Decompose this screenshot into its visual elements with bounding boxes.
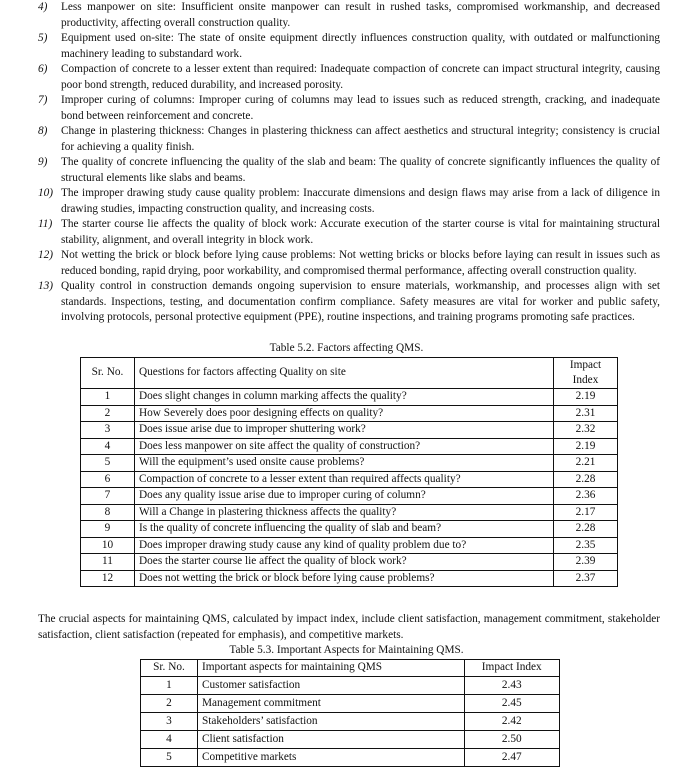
- table1-header-impact: [554, 358, 618, 389]
- table1-cell: 12: [81, 570, 135, 587]
- table2-row: [141, 731, 560, 749]
- list-item-number: 10): [38, 187, 54, 199]
- table2-cell: 2.45: [464, 695, 560, 713]
- table1-cell: 11: [81, 554, 135, 571]
- list-item: [0, 155, 693, 186]
- list-item-text: Improper curing of columns: Improper curing of columns may lead to issues such as reduced strength, cracking, and inadequate bond between reinforcement and concrete.: [61, 94, 660, 122]
- table1-row: [81, 471, 618, 488]
- list-item: [0, 31, 693, 62]
- table1-cell: Does less manpower on site affect the quality of construction?: [135, 438, 554, 455]
- table1-cell: 2.19: [554, 438, 618, 455]
- table2-cell: 4: [141, 731, 198, 749]
- list-item-text: Compaction of concrete to a lesser extent than required: Inadequate compaction of concrete can impact structural integrity, causing poor bond strength, reduced durability, and increased porosity.: [61, 63, 660, 91]
- table1-cell: Will a Change in plastering thickness affects the quality?: [135, 504, 554, 521]
- list-item-number: 8): [38, 125, 48, 137]
- table2-cell: 2.42: [464, 713, 560, 731]
- table1-cell: 5: [81, 455, 135, 472]
- table2-cell: 1: [141, 677, 198, 695]
- table1-cell: 2.35: [554, 537, 618, 554]
- table1-cell: 2.31: [554, 405, 618, 422]
- table1-header-srno: Sr. No.: [81, 358, 135, 389]
- table1-cell: 2.28: [554, 521, 618, 538]
- list-item-text: The quality of concrete influencing the quality of the slab and beam: The quality of concrete significantly influences the quality of structural elements like slabs and beams.: [61, 156, 660, 184]
- table1-cell: Does any quality issue arise due to improper curing of column?: [135, 488, 554, 505]
- table1-cell: 7: [81, 488, 135, 505]
- table1-cell: 3: [81, 422, 135, 439]
- table2-row: [141, 749, 560, 767]
- table1-cell: 2.17: [554, 504, 618, 521]
- table2-row: [141, 713, 560, 731]
- table1-header-impact-text: Impact Index: [569, 359, 602, 386]
- list-item-number: 11): [38, 218, 53, 230]
- table2-header-srno: Sr. No.: [141, 660, 198, 677]
- list-item-number: 5): [38, 32, 48, 44]
- list-item-number: 4): [38, 1, 48, 13]
- aspects-table: [140, 659, 560, 767]
- table2-cell: Management commitment: [198, 695, 465, 713]
- table1-row: [81, 438, 618, 455]
- table1-cell: 2.19: [554, 389, 618, 406]
- list-item-number: 9): [38, 156, 48, 168]
- table1-cell: Does slight changes in column marking affects the quality?: [135, 389, 554, 406]
- table1-cell: 10: [81, 537, 135, 554]
- table1-cell: Does improper drawing study cause any kind of quality problem due to?: [135, 537, 554, 554]
- factors-list: [0, 0, 693, 326]
- table2-cell: 2.50: [464, 731, 560, 749]
- table1-cell: 2.21: [554, 455, 618, 472]
- table2-row: [141, 677, 560, 695]
- table1-cell: 2.32: [554, 422, 618, 439]
- table1-row: [81, 537, 618, 554]
- list-item-number: 12): [38, 249, 54, 261]
- list-item-number: 7): [38, 94, 48, 106]
- list-item: [0, 217, 693, 248]
- table1-cell: 2.28: [554, 471, 618, 488]
- list-item-text: Equipment used on-site: The state of onsite equipment directly influences construction quality, with outdated or malfunctioning machinery leading to substandard work.: [61, 32, 660, 60]
- table1-row: [81, 504, 618, 521]
- table2-cell: 2: [141, 695, 198, 713]
- table1-cell: Does issue arise due to improper shuttering work?: [135, 422, 554, 439]
- table2-header-aspect: Important aspects for maintaining QMS: [198, 660, 465, 677]
- list-item-text: Quality control in construction demands ongoing supervision to ensure materials, workmanship, and processes align with set standards. Inspections, testing, and documentation confirm compliance. Safety measures are vital for worker and public safety, involving protocols, personal protective equipment (PPE), routine inspections, and training programs promoting safe practices.: [61, 280, 660, 323]
- table1-cell: 1: [81, 389, 135, 406]
- table1-cell: 6: [81, 471, 135, 488]
- table2-header-impact: Impact Index: [464, 660, 560, 677]
- table2-cell: 5: [141, 749, 198, 767]
- table2-cell: 2.43: [464, 677, 560, 695]
- list-item-text: Change in plastering thickness: Changes in plastering thickness can affect aesthetics and structural integrity; consistency is crucial for achieving a quality finish.: [61, 125, 660, 153]
- table1-cell: 9: [81, 521, 135, 538]
- table2-header-row: [141, 660, 560, 677]
- factors-table: [80, 357, 618, 587]
- table1-row: [81, 554, 618, 571]
- table1-cell: Will the equipment’s used onsite cause problems?: [135, 455, 554, 472]
- list-item-number: 13): [38, 280, 54, 292]
- table1-row: [81, 570, 618, 587]
- list-item: [0, 186, 693, 217]
- table1-cell: Compaction of concrete to a lesser extent than required affects quality?: [135, 471, 554, 488]
- table1-cell: 2.39: [554, 554, 618, 571]
- summary-paragraph: The crucial aspects for maintaining QMS, calculated by impact index, include client satisfaction, management commitment, stakeholder satisfaction, client satisfaction (repeated for emphasis), and competitive markets.: [38, 613, 660, 641]
- table1-row: [81, 422, 618, 439]
- list-item-text: Less manpower on site: Insufficient onsite manpower can result in rushed tasks, compromised workmanship, and decreased productivity, affecting overall construction quality.: [61, 1, 660, 29]
- table2-cell: 3: [141, 713, 198, 731]
- table1-caption: Table 5.2. Factors affecting QMS.: [269, 342, 424, 354]
- table1-row: [81, 521, 618, 538]
- table1-cell: 4: [81, 438, 135, 455]
- list-item-text: The improper drawing study cause quality problem: Inaccurate dimensions and design flaws may arise from a lack of diligence in drawing studies, impacting construction quality, and increasing costs.: [61, 187, 660, 215]
- table1-cell: Does not wetting the brick or block before lying cause problems?: [135, 570, 554, 587]
- table1-cell: 8: [81, 504, 135, 521]
- table1-header-row: [81, 358, 618, 389]
- list-item: [0, 0, 693, 31]
- table1-header-question: Questions for factors affecting Quality on site: [135, 358, 554, 389]
- table1-row: [81, 389, 618, 406]
- table1-row: [81, 405, 618, 422]
- table1-row: [81, 488, 618, 505]
- table1-row: [81, 455, 618, 472]
- table1-cell: 2.36: [554, 488, 618, 505]
- table1-cell: 2: [81, 405, 135, 422]
- table1-cell: 2.37: [554, 570, 618, 587]
- table2-cell: 2.47: [464, 749, 560, 767]
- list-item: [0, 93, 693, 124]
- list-item-number: 6): [38, 63, 48, 75]
- table2-caption: Table 5.3. Important Aspects for Maintaining QMS.: [229, 644, 464, 656]
- list-item: [0, 62, 693, 93]
- list-item-text: The starter course lie affects the quality of block work: Accurate execution of the starter course is vital for maintaining structural stability, alignment, and overall integrity in block work.: [61, 218, 660, 246]
- table2-cell: Client satisfaction: [198, 731, 465, 749]
- table2-cell: Stakeholders’ satisfaction: [198, 713, 465, 731]
- list-item-text: Not wetting the brick or block before lying cause problems: Not wetting bricks or blocks before laying can result in issues such as reduced bonding, rapid drying, poor workability, and compromised thermal performance, affecting overall construction quality.: [61, 249, 660, 277]
- list-item: [0, 124, 693, 155]
- table2-row: [141, 695, 560, 713]
- table2-cell: Customer satisfaction: [198, 677, 465, 695]
- table2-cell: Competitive markets: [198, 749, 465, 767]
- table1-cell: Is the quality of concrete influencing the quality of slab and beam?: [135, 521, 554, 538]
- list-item: [0, 248, 693, 279]
- list-item: [0, 279, 693, 326]
- table1-cell: Does the starter course lie affect the quality of block work?: [135, 554, 554, 571]
- table1-cell: How Severely does poor designing effects on quality?: [135, 405, 554, 422]
